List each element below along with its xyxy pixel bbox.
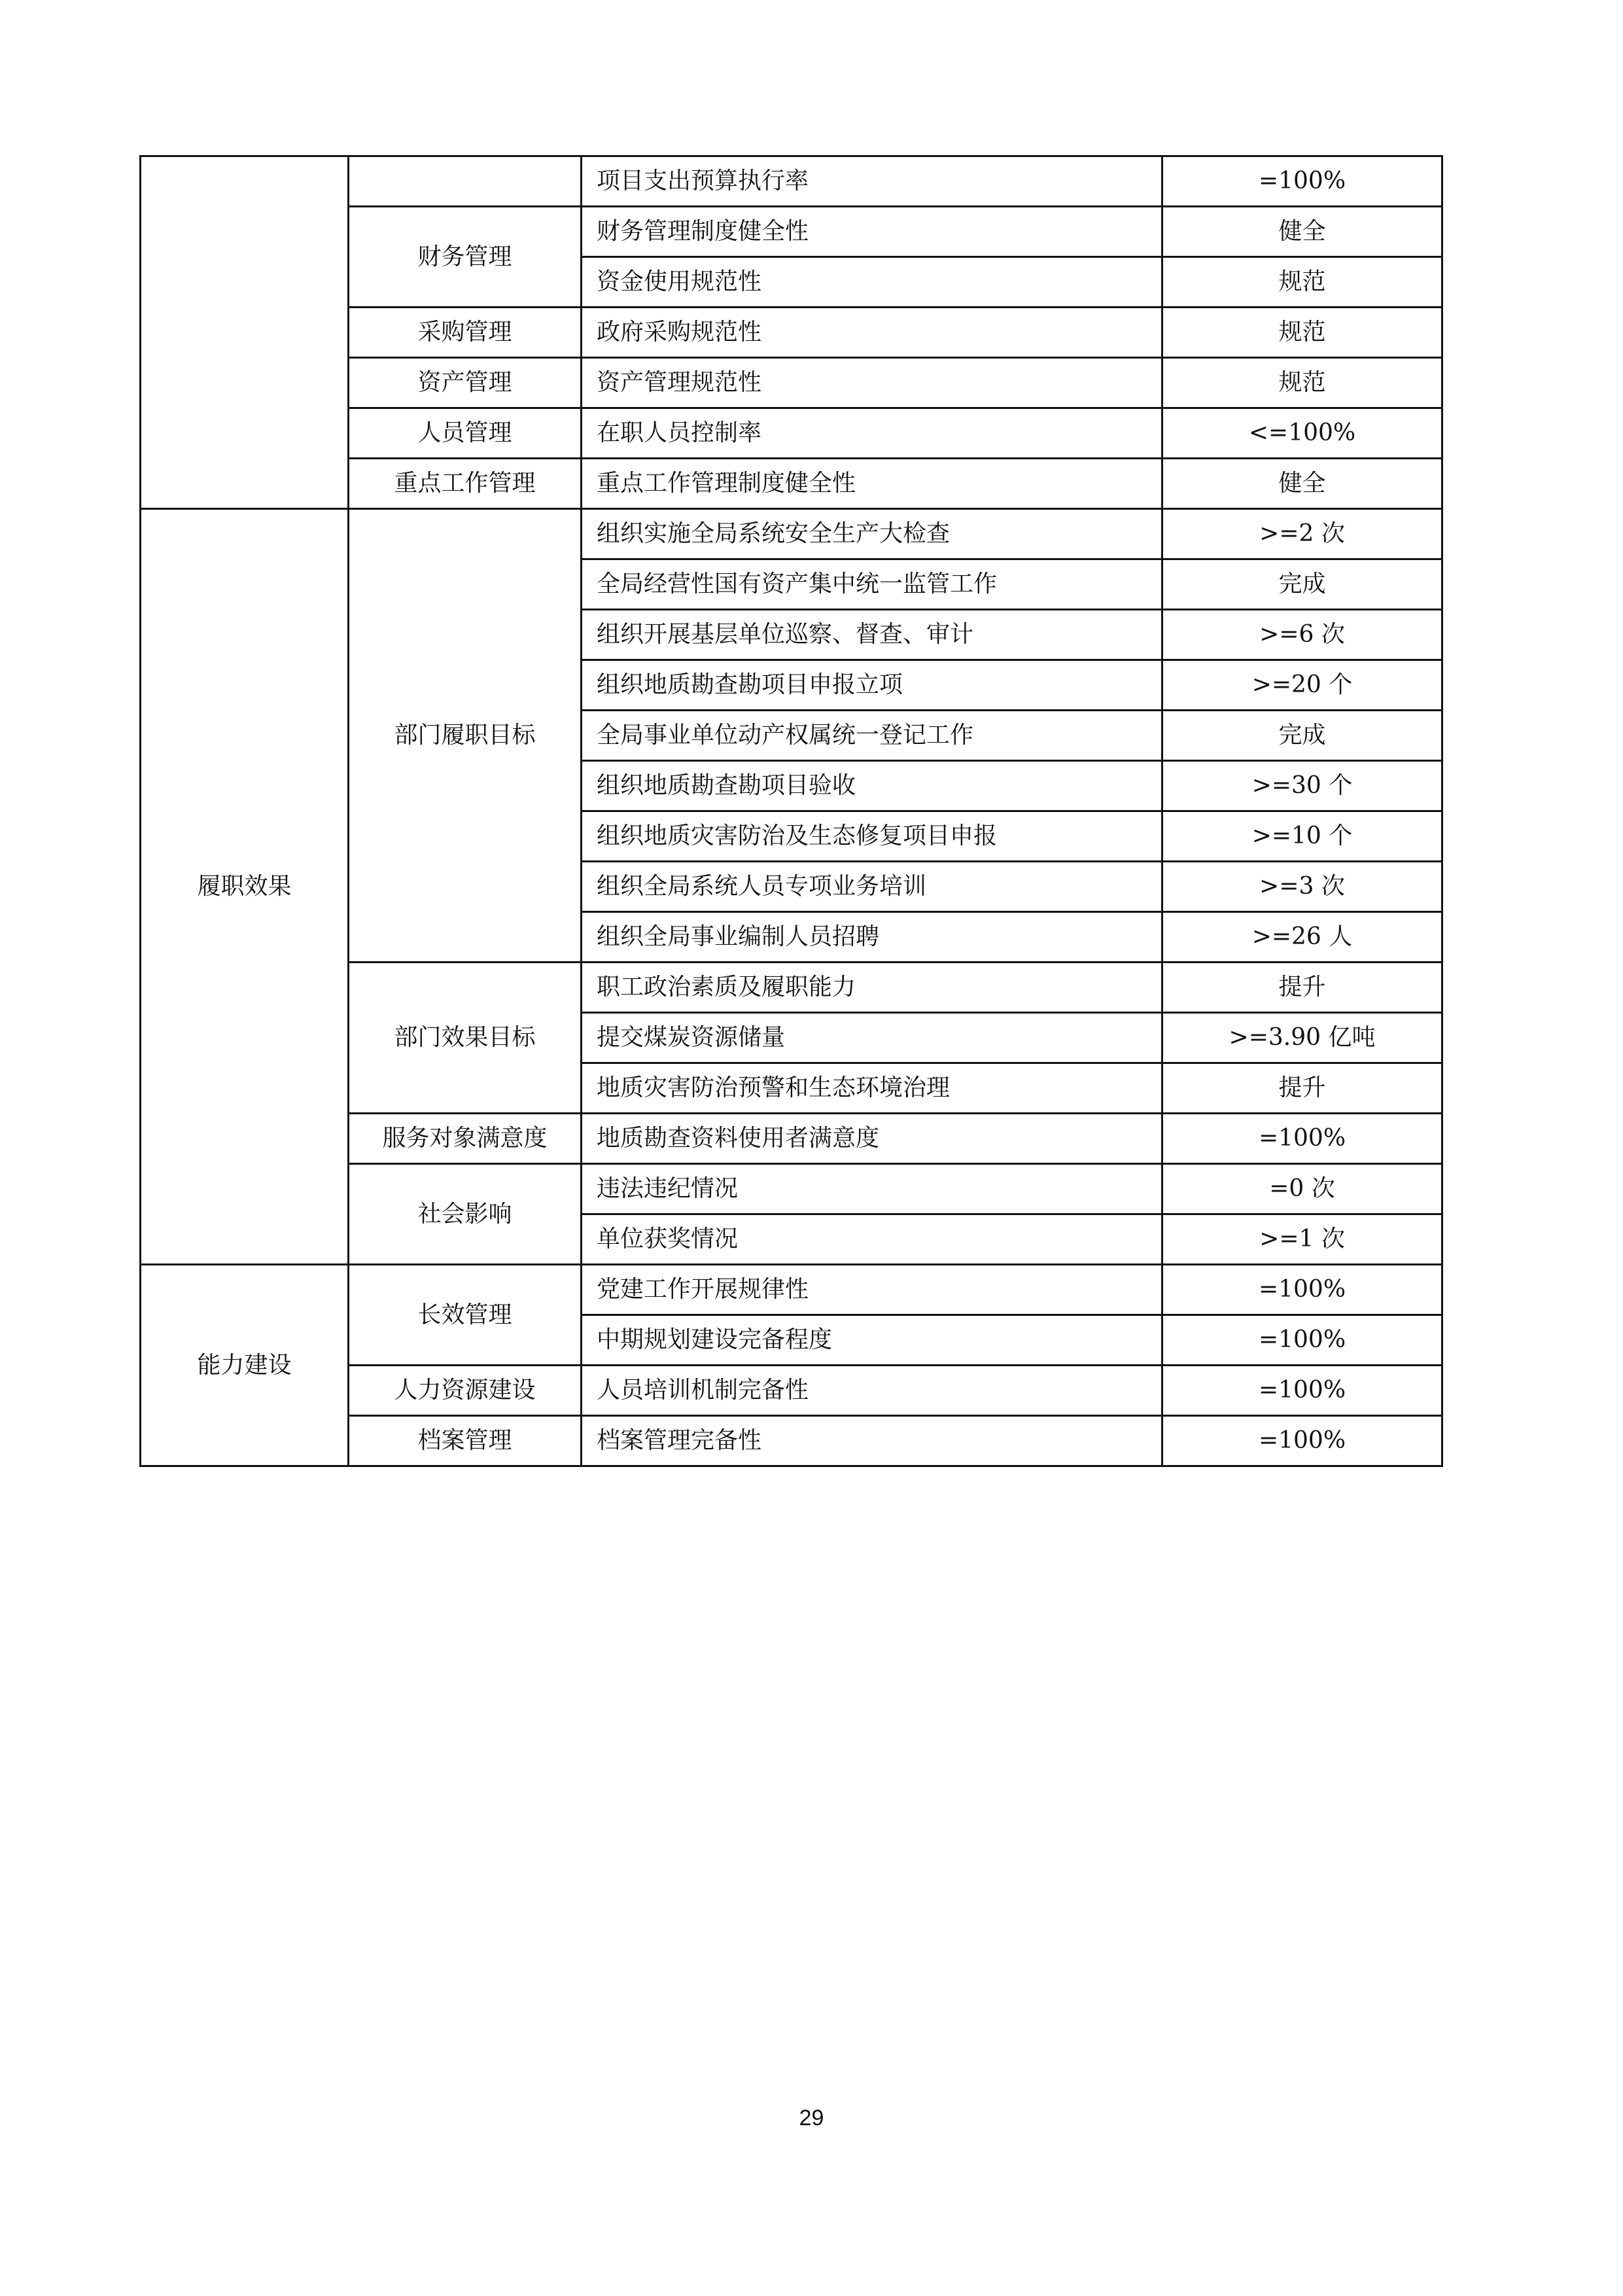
target-value-cell: >=6 次: [1162, 610, 1442, 660]
level2-cell: 部门履职目标: [349, 509, 582, 963]
indicator-cell: 提交煤炭资源储量: [582, 1013, 1162, 1063]
level2-cell: 档案管理: [349, 1416, 582, 1466]
level2-cell: 财务管理: [349, 207, 582, 308]
level2-cell: 长效管理: [349, 1265, 582, 1366]
level1-cell: [141, 156, 349, 509]
target-value-cell: =0 次: [1162, 1164, 1442, 1214]
table-row: [141, 1265, 1442, 1315]
performance-indicator-table: [139, 155, 1443, 1467]
indicator-cell: 单位获奖情况: [582, 1214, 1162, 1265]
target-value-cell: 规范: [1162, 308, 1442, 358]
indicator-cell: 组织开展基层单位巡察、督查、审计: [582, 610, 1162, 660]
target-value-cell: >=3.90 亿吨: [1162, 1013, 1442, 1063]
target-value-cell: 提升: [1162, 963, 1442, 1013]
indicator-cell: 在职人员控制率: [582, 408, 1162, 459]
target-value-cell: >=2 次: [1162, 509, 1442, 559]
target-value-cell: <=100%: [1162, 408, 1442, 459]
target-value-cell: =100%: [1162, 1114, 1442, 1164]
indicator-cell: 违法违纪情况: [582, 1164, 1162, 1214]
indicator-cell: 组织全局事业编制人员招聘: [582, 912, 1162, 963]
target-value-cell: 完成: [1162, 711, 1442, 761]
level1-cell: 履职效果: [141, 509, 349, 1265]
indicator-cell: 人员培训机制完备性: [582, 1366, 1162, 1416]
indicator-cell: 全局事业单位动产权属统一登记工作: [582, 711, 1162, 761]
target-value-cell: 完成: [1162, 559, 1442, 610]
table-row: [141, 509, 1442, 559]
level2-cell: 人力资源建设: [349, 1366, 582, 1416]
indicator-cell: 组织地质灾害防治及生态修复项目申报: [582, 811, 1162, 862]
level2-cell: 服务对象满意度: [349, 1114, 582, 1164]
indicator-cell: 组织地质勘查勘项目申报立项: [582, 660, 1162, 711]
target-value-cell: >=3 次: [1162, 862, 1442, 912]
target-value-cell: =100%: [1162, 1265, 1442, 1315]
target-value-cell: 健全: [1162, 459, 1442, 509]
indicator-cell: 地质勘查资料使用者满意度: [582, 1114, 1162, 1164]
indicator-cell: 组织全局系统人员专项业务培训: [582, 862, 1162, 912]
target-value-cell: 规范: [1162, 257, 1442, 308]
level2-cell: 社会影响: [349, 1164, 582, 1265]
indicator-cell: 党建工作开展规律性: [582, 1265, 1162, 1315]
target-value-cell: 提升: [1162, 1063, 1442, 1114]
indicator-cell: 组织地质勘查勘项目验收: [582, 761, 1162, 811]
target-value-cell: 规范: [1162, 358, 1442, 408]
level2-cell: 人员管理: [349, 408, 582, 459]
indicator-cell: 重点工作管理制度健全性: [582, 459, 1162, 509]
indicator-cell: 政府采购规范性: [582, 308, 1162, 358]
target-value-cell: =100%: [1162, 1366, 1442, 1416]
indicator-cell: 档案管理完备性: [582, 1416, 1162, 1466]
target-value-cell: >=26 人: [1162, 912, 1442, 963]
target-value-cell: 健全: [1162, 207, 1442, 257]
indicator-cell: 全局经营性国有资产集中统一监管工作: [582, 559, 1162, 610]
target-value-cell: >=1 次: [1162, 1214, 1442, 1265]
target-value-cell: >=10 个: [1162, 811, 1442, 862]
level2-cell: 部门效果目标: [349, 963, 582, 1114]
indicator-cell: 项目支出预算执行率: [582, 156, 1162, 207]
level2-cell: 资产管理: [349, 358, 582, 408]
indicator-cell: 职工政治素质及履职能力: [582, 963, 1162, 1013]
indicator-cell: 资金使用规范性: [582, 257, 1162, 308]
target-value-cell: >=30 个: [1162, 761, 1442, 811]
target-value-cell: =100%: [1162, 1315, 1442, 1366]
target-value-cell: =100%: [1162, 1416, 1442, 1466]
level1-cell: 能力建设: [141, 1265, 349, 1466]
level2-cell: 采购管理: [349, 308, 582, 358]
indicator-cell: 组织实施全局系统安全生产大检查: [582, 509, 1162, 559]
indicator-cell: 中期规划建设完备程度: [582, 1315, 1162, 1366]
target-value-cell: =100%: [1162, 156, 1442, 207]
table-row: [141, 156, 1442, 207]
indicator-cell: 财务管理制度健全性: [582, 207, 1162, 257]
page-number: 29: [799, 2106, 824, 2130]
target-value-cell: >=20 个: [1162, 660, 1442, 711]
indicator-cell: 地质灾害防治预警和生态环境治理: [582, 1063, 1162, 1114]
level2-cell: [349, 156, 582, 207]
level2-cell: 重点工作管理: [349, 459, 582, 509]
indicator-cell: 资产管理规范性: [582, 358, 1162, 408]
